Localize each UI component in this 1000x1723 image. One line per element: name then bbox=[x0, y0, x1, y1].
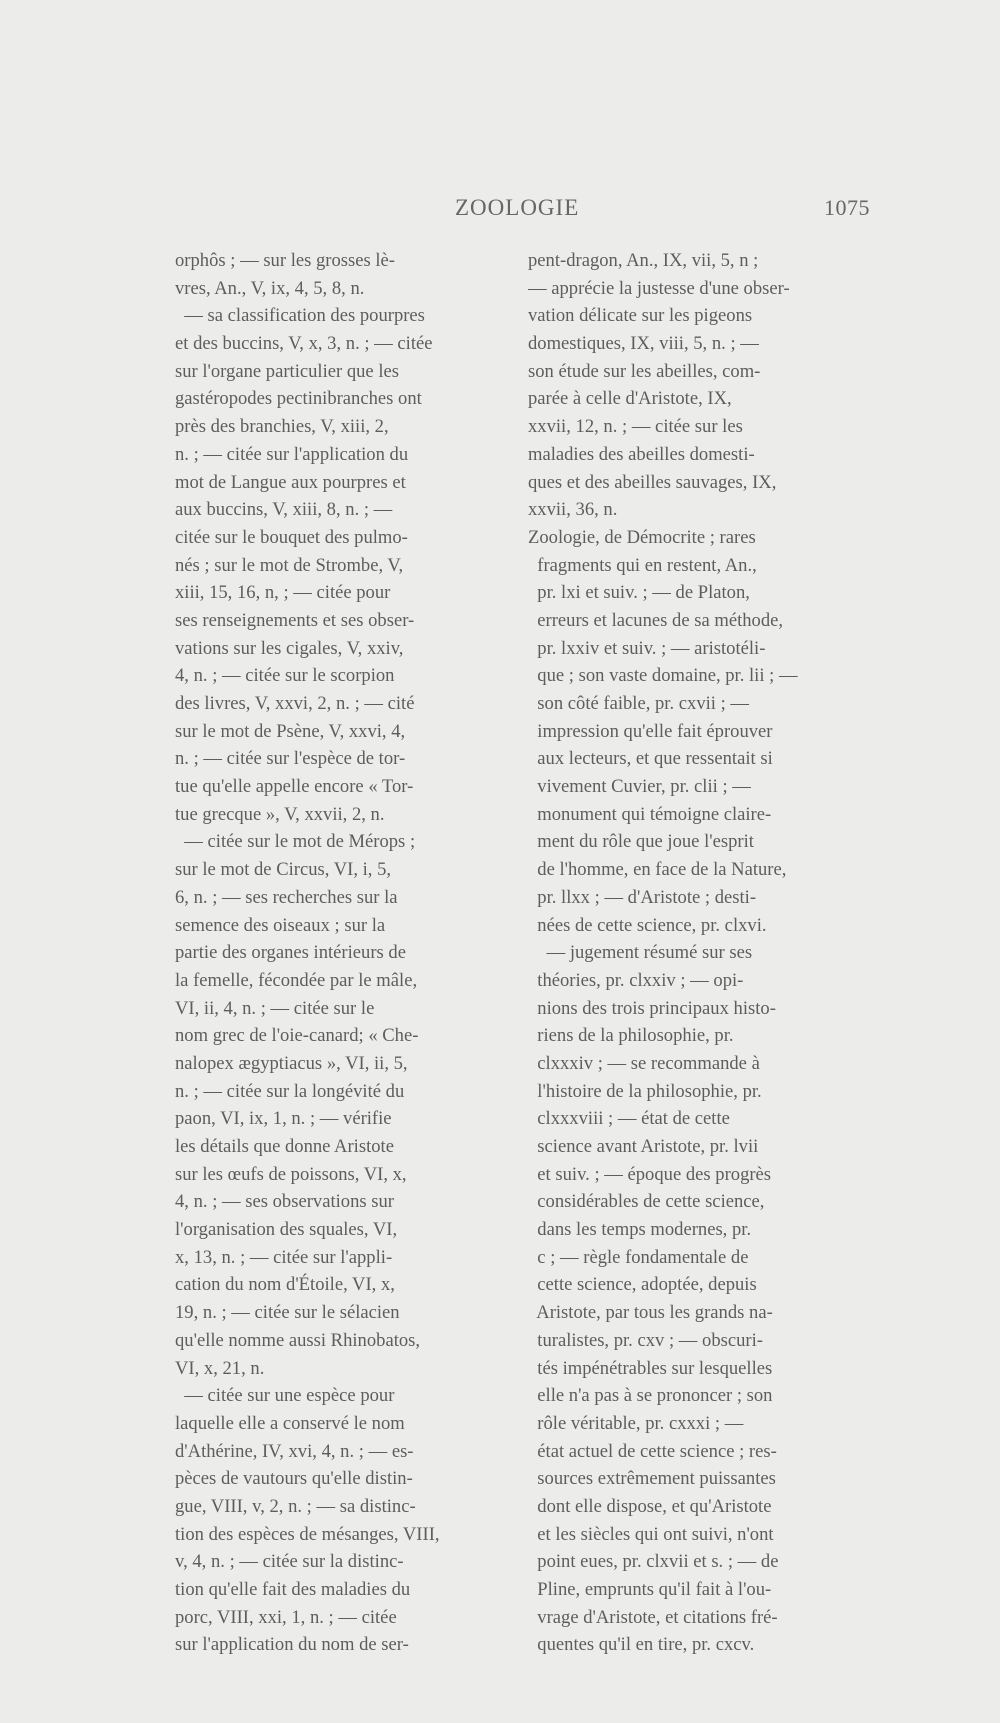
running-title: ZOOLOGIE bbox=[455, 195, 580, 220]
right-column-line: clxxxviii ; — état de cette bbox=[528, 1108, 730, 1130]
left-column-line: nom grec de l'oie-canard; « Che- bbox=[175, 1025, 419, 1047]
left-column-line: sur l'organe particulier que les bbox=[175, 360, 399, 382]
running-head bbox=[175, 195, 870, 225]
right-column-line: nées de cette science, pr. clxvi. bbox=[528, 914, 767, 936]
left-column-line: v, 4, n. ; — citée sur la distinc- bbox=[175, 1551, 404, 1573]
left-column-line: partie des organes intérieurs de bbox=[175, 942, 406, 964]
right-column-line: pr. llxx ; — d'Aristote ; desti- bbox=[528, 886, 757, 908]
right-column-line: vivement Cuvier, pr. clii ; — bbox=[528, 776, 751, 798]
right-column-line: impression qu'elle fait éprouver bbox=[528, 720, 773, 742]
left-column-line: citée sur le bouquet des pulmo- bbox=[175, 526, 408, 548]
right-column-line: sources extrêmement puissantes bbox=[528, 1468, 776, 1490]
right-column-line: Pline, emprunts qu'il fait à l'ou- bbox=[528, 1579, 772, 1600]
right-column-line: dans les temps modernes, pr. bbox=[528, 1219, 752, 1241]
right-column-line: xxvii, 36, n. bbox=[528, 499, 618, 521]
left-column-line: près des branchies, V, xiii, 2, bbox=[175, 416, 389, 438]
right-column-line: c ; — règle fondamentale de bbox=[528, 1246, 749, 1268]
left-column-line: pèces de vautours qu'elle distin- bbox=[175, 1468, 413, 1490]
left-column-line: tion des espèces de mésanges, VIII, bbox=[175, 1523, 440, 1545]
left-column-line: gastéropodes pectinibranches ont bbox=[175, 388, 422, 410]
left-column-line: n. ; — citée sur la longévité du bbox=[175, 1080, 405, 1102]
right-column-line: que ; son vaste domaine, pr. lii ; — bbox=[528, 665, 798, 687]
left-column-line: les détails que donne Aristote bbox=[175, 1136, 394, 1157]
left-column-line: sur le mot de Circus, VI, i, 5, bbox=[175, 859, 392, 881]
right-column bbox=[528, 247, 868, 1659]
right-column-line: aux lecteurs, et que ressentait si bbox=[528, 748, 773, 770]
left-column-line: qu'elle nomme aussi Rhinobatos, bbox=[175, 1329, 421, 1351]
left-column-line: vations sur les cigales, V, xxiv, bbox=[175, 637, 404, 659]
left-column-line: sur les œufs de poissons, VI, x, bbox=[175, 1163, 407, 1185]
left-column-line: sur l'application du nom de ser- bbox=[175, 1634, 409, 1656]
right-column-line: considérables de cette science, bbox=[528, 1191, 765, 1213]
right-column-line: théories, pr. clxxiv ; — opi- bbox=[528, 969, 744, 991]
left-column-line: xiii, 15, 16, n, ; — citée pour bbox=[175, 582, 391, 604]
right-column-line: l'histoire de la philosophie, pr. bbox=[528, 1080, 762, 1102]
left-column-line: et des buccins, V, x, 3, n. ; — citée bbox=[175, 333, 433, 355]
right-column-line: et les siècles qui ont suivi, n'ont bbox=[528, 1523, 774, 1545]
right-column-line: erreurs et lacunes de sa méthode, bbox=[528, 609, 784, 631]
left-column-line: laquelle elle a conservé le nom bbox=[175, 1412, 405, 1434]
left-column-line: tue grecque », V, xxvii, 2, n. bbox=[175, 803, 385, 825]
right-column-line: dont elle dispose, et qu'Aristote bbox=[528, 1495, 772, 1517]
left-column-line: orphôs ; — sur les grosses lè- bbox=[175, 250, 396, 271]
left-column-line: — citée sur une espèce pour bbox=[175, 1385, 395, 1407]
right-column-line: parée à celle d'Aristote, IX, bbox=[528, 388, 732, 410]
left-column-line: n. ; — citée sur l'application du bbox=[175, 443, 409, 465]
right-column-line: ques et des abeilles sauvages, IX, bbox=[528, 471, 777, 493]
right-column-line: turalistes, pr. cxv ; — obscuri- bbox=[528, 1329, 763, 1351]
right-column-line: vrage d'Aristote, et citations fré- bbox=[528, 1606, 778, 1628]
left-column-line: aux buccins, V, xiii, 8, n. ; — bbox=[175, 499, 393, 521]
left-column-line: 6, n. ; — ses recherches sur la bbox=[175, 886, 398, 908]
right-column-line: et suiv. ; — époque des progrès bbox=[528, 1163, 772, 1185]
right-column-line: nions des trois principaux histo- bbox=[528, 997, 776, 1019]
right-column-line: monument qui témoigne claire- bbox=[528, 803, 772, 825]
left-column-line: cation du nom d'Étoile, VI, x, bbox=[175, 1274, 395, 1296]
left-column-line: n. ; — citée sur l'espèce de tor- bbox=[175, 748, 406, 770]
left-column-line: — sa classification des pourpres bbox=[175, 305, 425, 327]
right-column-line: Aristote, par tous les grands na- bbox=[528, 1302, 773, 1324]
right-column-line: pr. lxi et suiv. ; — de Platon, bbox=[528, 582, 750, 604]
left-column-line: sur le mot de Psène, V, xxvi, 4, bbox=[175, 720, 406, 742]
right-column-line: clxxxiv ; — se recommande à bbox=[528, 1052, 760, 1074]
right-column-line: maladies des abeilles domesti- bbox=[528, 443, 755, 465]
right-column-line: son étude sur les abeilles, com- bbox=[528, 360, 761, 382]
left-column-line: l'organisation des squales, VI, bbox=[175, 1219, 398, 1241]
right-column-line: quentes qu'il en tire, pr. cxcv. bbox=[528, 1634, 755, 1656]
left-column-line: semence des oiseaux ; sur la bbox=[175, 914, 386, 936]
right-column-line: — jugement résumé sur ses bbox=[528, 942, 753, 964]
left-column-line: 4, n. ; — citée sur le scorpion bbox=[175, 665, 395, 687]
left-column-line: 4, n. ; — ses observations sur bbox=[175, 1191, 394, 1213]
right-column-line: science avant Aristote, pr. lvii bbox=[528, 1136, 759, 1157]
left-column-line: — citée sur le mot de Mérops ; bbox=[175, 831, 416, 853]
left-column-line: des livres, V, xxvi, 2, n. ; — cité bbox=[175, 693, 415, 714]
right-column-line: Zoologie, de Démocrite ; rares bbox=[528, 526, 756, 548]
right-column-line: pr. lxxiv et suiv. ; — aristotéli- bbox=[528, 637, 766, 659]
left-column-line: 19, n. ; — citée sur le sélacien bbox=[175, 1302, 400, 1324]
right-column-line: son côté faible, pr. cxvii ; — bbox=[528, 693, 750, 714]
left-column-line: x, 13, n. ; — citée sur l'appli- bbox=[175, 1246, 393, 1268]
left-column-line: d'Athérine, IV, xvi, 4, n. ; — es- bbox=[175, 1440, 414, 1462]
left-column-line: la femelle, fécondée par le mâle, bbox=[175, 969, 418, 991]
left-column-line: nés ; sur le mot de Strombe, V, bbox=[175, 554, 404, 576]
left-column-line: ses renseignements et ses obser- bbox=[175, 609, 415, 631]
right-column-line: cette science, adoptée, depuis bbox=[528, 1274, 757, 1296]
right-column-line: fragments qui en restent, An., bbox=[528, 554, 757, 576]
page-number: 1075 bbox=[824, 195, 870, 220]
left-column-line: tion qu'elle fait des maladies du bbox=[175, 1579, 411, 1600]
right-column-line: — apprécie la justesse d'une obser- bbox=[528, 277, 790, 299]
right-column-line: état actuel de cette science ; res- bbox=[528, 1440, 777, 1462]
right-column-line: riens de la philosophie, pr. bbox=[528, 1025, 734, 1047]
right-column-line: elle n'a pas à se prononcer ; son bbox=[528, 1385, 773, 1407]
left-column bbox=[175, 247, 493, 1659]
right-column-line: domestiques, IX, viii, 5, n. ; — bbox=[528, 333, 759, 355]
right-column-line: point eues, pr. clxvii et s. ; — de bbox=[528, 1551, 779, 1573]
left-column-line: tue qu'elle appelle encore « Tor- bbox=[175, 776, 414, 798]
left-column-line: porc, VIII, xxi, 1, n. ; — citée bbox=[175, 1606, 397, 1628]
left-column-line: VI, x, 21, n. bbox=[175, 1357, 265, 1379]
right-column-line: tés impénétrables sur lesquelles bbox=[528, 1357, 773, 1379]
right-column-line: ment du rôle que joue l'esprit bbox=[528, 831, 754, 853]
left-column-line: nalopex ægyptiacus », VI, ii, 5, bbox=[175, 1052, 408, 1074]
left-column-line: VI, ii, 4, n. ; — citée sur le bbox=[175, 997, 375, 1019]
right-column-line: pent-dragon, An., IX, vii, 5, n ; bbox=[528, 250, 759, 271]
left-column-line: vres, An., V, ix, 4, 5, 8, n. bbox=[175, 277, 365, 299]
right-column-line: de l'homme, en face de la Nature, bbox=[528, 859, 787, 881]
right-column-line: vation délicate sur les pigeons bbox=[528, 305, 753, 327]
left-column-line: paon, VI, ix, 1, n. ; — vérifie bbox=[175, 1108, 392, 1130]
right-column-line: xxvii, 12, n. ; — citée sur les bbox=[528, 416, 743, 438]
left-column-line: mot de Langue aux pourpres et bbox=[175, 471, 406, 493]
right-column-line: rôle véritable, pr. cxxxi ; — bbox=[528, 1412, 744, 1434]
left-column-line: gue, VIII, v, 2, n. ; — sa distinc- bbox=[175, 1495, 416, 1517]
